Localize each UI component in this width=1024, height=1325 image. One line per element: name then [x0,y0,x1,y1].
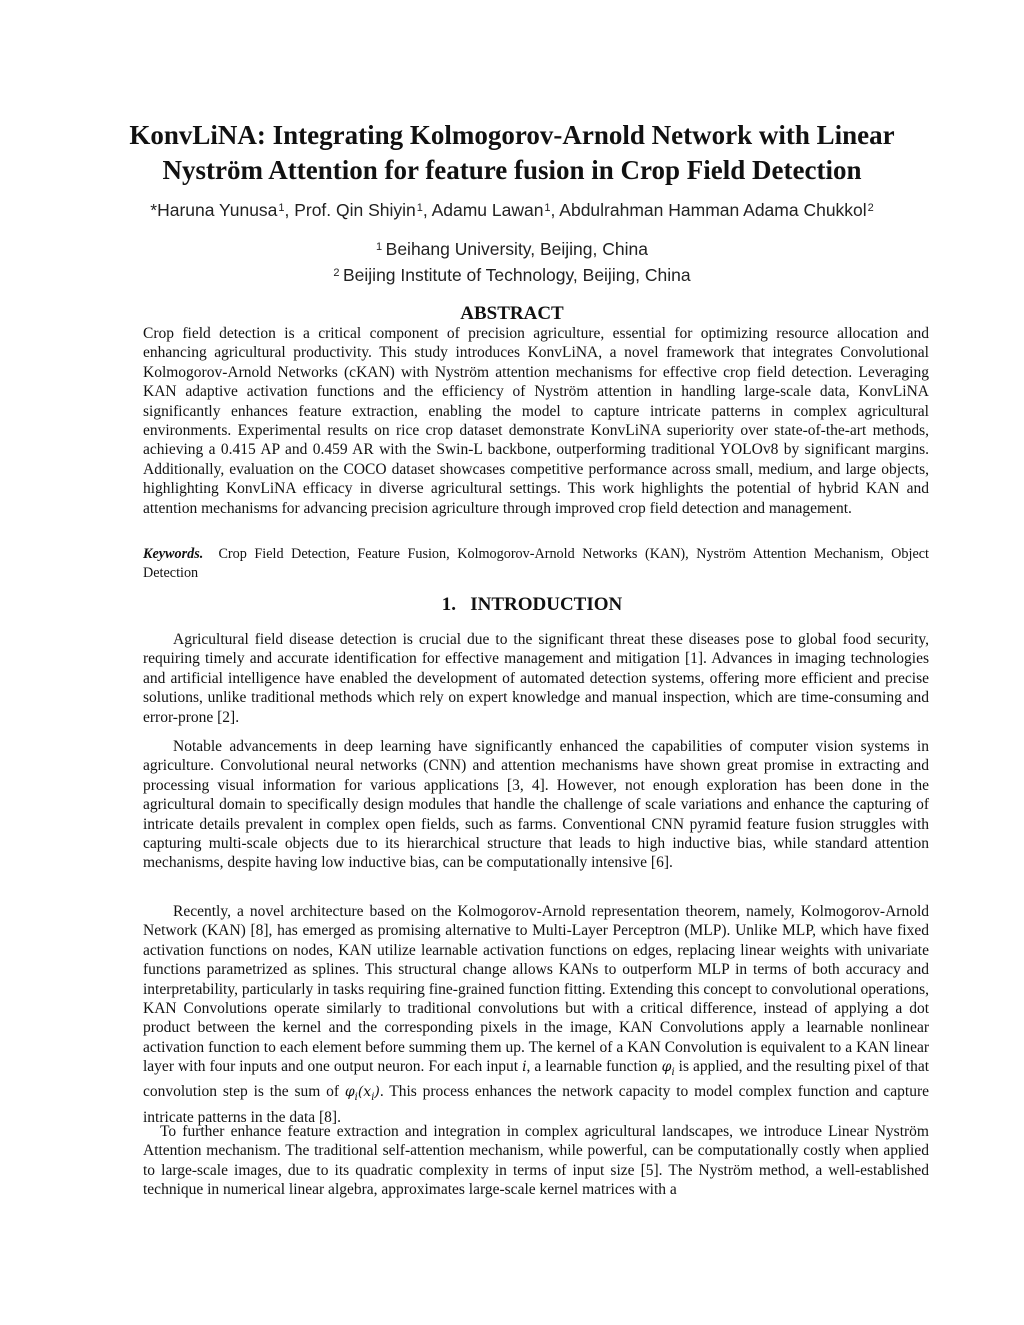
section-heading-introduction: 1. INTRODUCTION [441,594,623,615]
author-affil: 1 [544,202,551,214]
affiliation-item: $^2$ Beijing Institute of Technology, Beijing, China [333,265,691,285]
author-name: Haruna Yunusa [157,200,278,220]
paragraph: To further enhance feature extraction and integration in complex agricultural landscapes, we introduce Linear Nyström Attention mechanism. The traditional self-attention mechanism, while powerful, can be computationally costly when applied to large-scale images, due to its quadratic complexity in terms of input size [5]. The Nyström method, a well-established technique in numerical linear algebra, approximates large-scale kernel matrices with a [143,1123,929,1199]
author-name: Abdulrahman Hamman Adama Chukkol [559,200,867,220]
paragraph: Recently, a novel architecture based on the Kolmogorov-Arnold representation theorem, namely, Kolmogorov-Arnold Network (KAN) [8], has emerged as promising alternative to Multi-Layer Perceptron (MLP). Unlike MLP, which have fixed activation functions on nodes, KAN utilize learnable activation functions on edges, replacing linear weights with univariate functions parametrized as splines. This structural change allows KANs to outperform MLP in terms of both accuracy and interpretability, particularly in tasks requiring fine-grained function fitting. Extending this concept to convolutional operations, KAN Convolutions operate similarly to traditional convolutions but with a critical difference, instead of applying a dot product between the kernel and the corresponding pixels in the image, KAN Convolutions apply a learnable nonlinear activation function to each element before summing them up. The kernel of a KAN Convolution is equivalent to a KAN linear layer with four inputs and one output neuron. For each input i, a learnable function $\varphi_i$ is applied, and the resulting pixel of that convolution step is the sum of $\varphi_i(x_i)$. This process enhances the network capacity to model complex function and capture intricate patterns in the data [8]. [143,903,930,1126]
title-line-2: Nyström Attention for feature fusion in Crop Field Detection [162,155,862,185]
paragraph: Agricultural field disease detection is crucial due to the significant threat these diseases pose to global food security, requiring timely and accurate identification for effective management and mitigation [1]. Advances in imaging technologies and artificial intelligence have enabled the development of automated detection systems, offering more efficient and precise solutions, unlike traditional methods which rely on expert knowledge and manual inspection, which are time-consuming and error-prone [2]. [143,631,929,726]
author-affil: 1 [416,202,423,214]
math-phi-i: $\varphi_i$ [661,1059,675,1079]
paper-title [60,118,964,188]
author-list: *Haruna Yunusa $^1$, Prof. Qin Shiyin $^1$, Adamu Lawan $^1$, Abdulrahman Hamman Adama Chukkol $^2$ [150,200,874,220]
affiliation-list [40,236,984,288]
author-name: Prof. Qin Shiyin [294,200,416,220]
keywords-label: Keywords. [143,546,204,562]
keywords-text: Crop Field Detection, Feature Fusion, Kolmogorov-Arnold Networks (KAN), Nyström Attention Mechanism, Object Detection [143,546,929,581]
abstract-text: Crop field detection is a critical component of precision agriculture, essential for optimizing resource allocation and enhancing agricultural productivity. This study introduces KonvLiNA, a novel framework that integrates Convolutional Kolmogorov-Arnold Networks (cKAN) with Nyström attention mechanisms for effective crop field detection. Leveraging KAN adaptive activation functions and the efficiency of Nyström attention in handling large-scale data, KonvLiNA significantly enhances feature extraction, enabling the model to capture intricate patterns in complex agricultural environments. Experimental results on rice crop dataset demonstrate KonvLiNA superiority over state-of-the-art methods, achieving a 0.415 AP and 0.459 AR with the Swin-L backbone, outperforming traditional YOLOv8 by significant margins. Additionally, evaluation on the COCO dataset showcases competitive performance across small, medium, and large objects, highlighting KonvLiNA efficacy in diverse agricultural settings. This work highlights the potential of hybrid KAN and attention mechanisms for advancing precision agriculture through improved crop field detection and management. [143,325,929,517]
math-var-i: i [522,1059,527,1076]
author-affil: 2 [867,202,874,214]
author-prefix: * [150,200,158,220]
author-affil: 1 [278,202,285,214]
keywords [143,545,929,583]
abstract-heading: ABSTRACT [460,303,564,324]
paragraph: Notable advancements in deep learning have significantly enhanced the capabilities of computer vision systems in agriculture. Convolutional neural networks (CNN) and attention mechanisms have shown great promise in extracting and processing visual information for various applications [3, 4]. However, not enough exploration has been done in the agricultural domain to specifically design modules that handle the challenge of scale variations and enhance the capturing of intricate details prevalent in complex open fields, such as farms. Conventional CNN pyramid feature fusion struggles with capturing multi-scale objects due to its hierarchical structure that leads to high inductive bias, while standard attention mechanisms, despite having low inductive bias, can be computationally intensive [6]. [143,738,929,872]
math-phi-i-of-x-i: $\varphi_i(x_i)$ [344,1084,380,1104]
author-name: Adamu Lawan [431,200,544,220]
affiliation-item: $^1$ Beihang University, Beijing, China [376,239,648,259]
title-line-1: KonvLiNA: Integrating Kolmogorov-Arnold Network with Linear [129,120,895,150]
